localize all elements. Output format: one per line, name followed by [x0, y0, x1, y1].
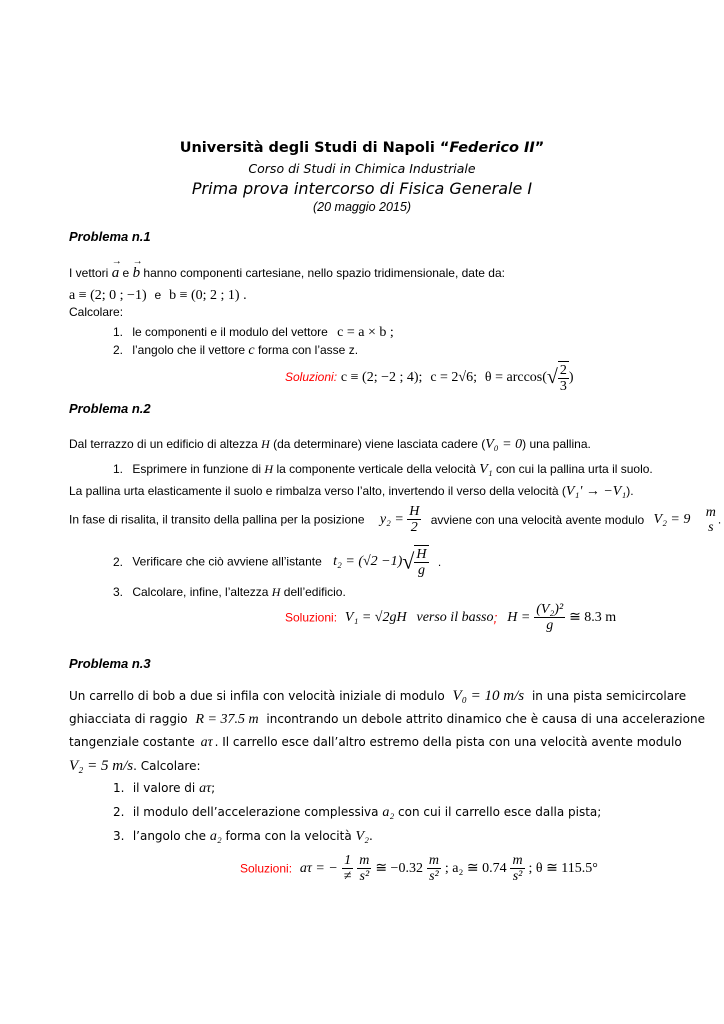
p2-v2-value: V₂ = 9	[653, 511, 691, 527]
p2-line1-c: ) una pallina.	[522, 437, 591, 451]
p2-item2: 2. Verificare che ciò avviene all’istante t₂ = (√2 −1)√ $\frac{H}{g}$ .	[113, 547, 442, 578]
p3-sol-a2: ; a₂ ≅ 0.74	[444, 861, 507, 876]
p2-velocity-inversion: V₁' → −V₁	[565, 484, 627, 499]
p2-line1-H: H	[261, 437, 270, 451]
p2-line3-a: In fase di risalita, il transito della pallina per la posizione	[69, 512, 365, 527]
university-suffix: ”	[534, 140, 545, 156]
p2-t2-expr: t₂ = (√2 −1)	[333, 553, 403, 569]
p3-item1-num: 1.	[113, 781, 125, 795]
p1-intro-e: e	[122, 266, 130, 280]
p2-line3-end: .	[717, 512, 722, 527]
p2-line2	[69, 484, 634, 500]
p3-sol-unit1	[357, 853, 371, 884]
p2-sol-direction: verso il basso	[416, 609, 494, 625]
vector-c-symbol: c	[248, 343, 255, 358]
p3-line4-b: . Calcolare:	[133, 759, 201, 773]
p1-sol-c: c ≡ (2; −2 ; 4);	[340, 370, 423, 386]
p3-item3	[113, 829, 373, 845]
p1-item2-num: 2.	[113, 343, 124, 357]
p1-calcolare: Calcolare:	[69, 305, 124, 319]
p3-sol-unit3	[510, 853, 524, 884]
p3-line1	[69, 688, 686, 705]
p3-sol-theta: ; θ ≅ 115.5°	[528, 861, 598, 876]
p1-sol-modulus: c = 2√6;	[430, 370, 477, 386]
p2-sol-separator: ;	[493, 609, 498, 626]
p3-solution-label: Soluzioni:	[240, 861, 293, 876]
p3-sol-frac1	[342, 853, 354, 884]
p3-sol-unit3-den: s²	[512, 869, 523, 884]
exam-title: Prima prova intercorso di Fisica Generale I	[191, 179, 533, 198]
p2-sol-frac-num: (V₂)²	[536, 602, 564, 617]
p3-item2-a2: a₂	[382, 805, 395, 820]
p2-item1-b: la componente verticale della velocità	[276, 462, 476, 476]
p2-y2-den: 2	[410, 520, 418, 535]
p2-sol-frac-den: g	[546, 618, 554, 633]
p2-item2-a: Verificare che ciò avviene all’istante	[132, 554, 322, 569]
p1-item1	[113, 325, 394, 341]
p3-sol-a-tau: aτ = −	[299, 860, 338, 876]
p2-item1-a: Esprimere in funzione di	[132, 462, 262, 476]
p3-item3-v2: V₂	[355, 829, 369, 844]
p2-t2-num: H	[416, 547, 427, 562]
p1-sol-close: )	[568, 370, 574, 386]
p2-item1-num: 1.	[113, 462, 124, 476]
p2-v2-unit-den: s	[708, 519, 714, 535]
university-title	[0, 140, 724, 156]
p3-a-tau: aτ	[200, 735, 213, 750]
p1-solution-label: Soluzioni:	[285, 370, 338, 385]
problem3-title: Problema n.3	[69, 656, 151, 671]
p3-item3-num: 3.	[113, 829, 125, 843]
p3-item1-a-tau: aτ	[199, 781, 212, 796]
p3-item2-num: 2.	[113, 805, 125, 819]
p3-item3-b: forma con la velocità	[225, 829, 352, 843]
p3-item1-b: ;	[211, 781, 216, 795]
p3-v0-expr: V₀ = 10 m/s	[452, 688, 525, 704]
p1-intro	[69, 265, 505, 282]
p2-sol-fraction	[534, 602, 565, 633]
p3-item2-b: con cui il carrello esce dalla pista;	[398, 805, 602, 819]
university-prefix: Università degli Studi di Napoli “	[179, 140, 450, 156]
p1-sol-frac-num: 2	[559, 363, 567, 378]
p3-sol-value1: ≅ −0.32	[375, 861, 423, 876]
cross-product-expr: c = a × b ;	[337, 325, 394, 340]
p1-intro-a: I vettori	[69, 266, 109, 280]
p3-line3	[69, 735, 682, 751]
p2-item1-c: con cui la pallina urta il suolo.	[496, 462, 653, 476]
p2-y2-num: H	[409, 504, 420, 519]
p3-line1-a: Un carrello di bob a due si infila con velocità iniziale di modulo	[69, 689, 445, 703]
p2-item3-H: H	[271, 585, 281, 599]
p3-sol-unit1-num: m	[359, 853, 370, 868]
p2-solution-label: Soluzioni:	[285, 610, 338, 625]
p1-solution: Soluzioni: c ≡ (2; −2 ; 4); c = 2√6; θ = arccos(√ $\frac{2}{3}$ )	[285, 363, 574, 394]
p2-item3-num: 3.	[113, 585, 124, 599]
p3-line2-b: incontrando un debole attrito dinamico che è causa di una accelerazione	[266, 712, 705, 726]
p1-item2-a: l’angolo che il vettore	[132, 343, 246, 357]
p3-sol-unit2-den: s²	[429, 869, 439, 884]
vector-b-components: b ≡ (0; 2 ; 1) .	[169, 288, 247, 303]
p1-sol-frac-den: 3	[559, 379, 567, 394]
p3-sol-frac1-den: ≠	[343, 869, 352, 884]
p3-item1-a: il valore di	[132, 781, 196, 795]
p2-line2-b: ).	[626, 484, 634, 498]
problem1-title: Problema n.1	[69, 229, 151, 244]
p2-v1-symbol: V₁	[479, 462, 493, 477]
p3-line3-a: tangenziale costante	[69, 735, 195, 749]
p2-line1-a: Dal terrazzo di un edificio di altezza	[69, 437, 258, 451]
p2-t2-den: g	[417, 563, 425, 578]
p2-sol-H: H =	[507, 609, 531, 625]
p2-y2-symbol: y₂ =	[379, 511, 404, 527]
p2-t2-fraction	[414, 545, 428, 578]
p2-item3-b: dell’edificio.	[283, 585, 346, 599]
p2-line3-b: avviene con una velocità avente modulo	[430, 512, 645, 527]
p3-line1-b: in una pista semicircolare	[531, 689, 687, 703]
p3-solution	[240, 853, 598, 884]
p3-item2-a: il modulo dell’accelerazione complessiva	[132, 805, 379, 819]
p1-item1-text: le componenti e il modulo del vettore	[132, 325, 328, 339]
p1-sol-theta: θ = arccos(	[484, 370, 547, 386]
p2-v2-unit	[704, 505, 718, 535]
p2-v0-expr: V₀ = 0	[485, 437, 523, 452]
p2-item3-a: Calcolare, infine, l’altezza	[132, 585, 269, 599]
p2-y2-fraction	[407, 504, 421, 535]
vector-a-symbol: → a	[112, 265, 120, 282]
p2-item1	[113, 462, 653, 478]
p3-line2-a: ghiacciata di raggio	[69, 712, 188, 726]
vector-a-components: a ≡ (2; 0 ; −1)	[69, 288, 147, 303]
p1-item2	[113, 343, 358, 359]
p2-line1-b: (da determinare) viene lasciata cadere (	[273, 437, 486, 451]
university-name: Federico II	[449, 140, 535, 156]
p3-line4	[69, 758, 201, 775]
p3-v2-expr: V₂ = 5 m/s	[69, 758, 134, 774]
p2-item1-H: H	[264, 462, 274, 476]
p2-line1	[69, 437, 591, 453]
p3-item3-a2: a₂	[209, 829, 222, 844]
p3-sol-unit2	[427, 853, 441, 884]
p3-sol-unit1-den: s²	[359, 869, 370, 884]
p1-sol-fraction	[558, 361, 569, 394]
p3-item1	[113, 781, 215, 797]
p2-v2-unit-num: m	[705, 504, 716, 520]
p3-line3-b: . Il carrello esce dall’altro estremo della pista con una velocità avente modulo	[214, 735, 682, 749]
p1-item2-b: forma con l’asse z.	[257, 343, 359, 357]
p1-vectors	[69, 286, 247, 304]
p3-radius-expr: R = 37.5 m	[195, 712, 259, 727]
p2-item2-num: 2.	[113, 554, 124, 569]
p2-sol-value: ≅ 8.3 m	[569, 610, 617, 625]
course-name: Corso di Studi in Chimica Industriale	[248, 161, 476, 176]
p2-item2-end: .	[437, 554, 442, 569]
vector-b-symbol: → b	[133, 265, 141, 282]
p3-item3-a: l’angolo che	[132, 829, 206, 843]
p3-sol-frac1-num: 1	[342, 853, 354, 869]
p3-item2	[113, 805, 601, 821]
p2-item3	[113, 585, 346, 600]
p1-intro-b: hanno componenti cartesiane, nello spazio tridimensionale, date da:	[143, 266, 505, 280]
exam-date: (20 maggio 2015)	[313, 200, 411, 214]
problem2-title: Problema n.2	[69, 401, 151, 416]
p3-line2	[69, 712, 705, 728]
p2-line2-a: La pallina urta elasticamente il suolo e rimbalza verso l’alto, invertendo il verso della velocità (	[69, 484, 566, 498]
p3-item3-end: .	[368, 829, 373, 843]
p3-sol-unit3-num: m	[512, 853, 523, 868]
p3-sol-unit2-num: m	[428, 853, 439, 868]
p2-solution	[285, 602, 616, 633]
p1-e: e	[154, 288, 162, 302]
p2-line3	[69, 504, 721, 535]
p2-sol-v1: V₁ = √2gH	[344, 609, 407, 625]
p1-item1-num: 1.	[113, 325, 124, 339]
